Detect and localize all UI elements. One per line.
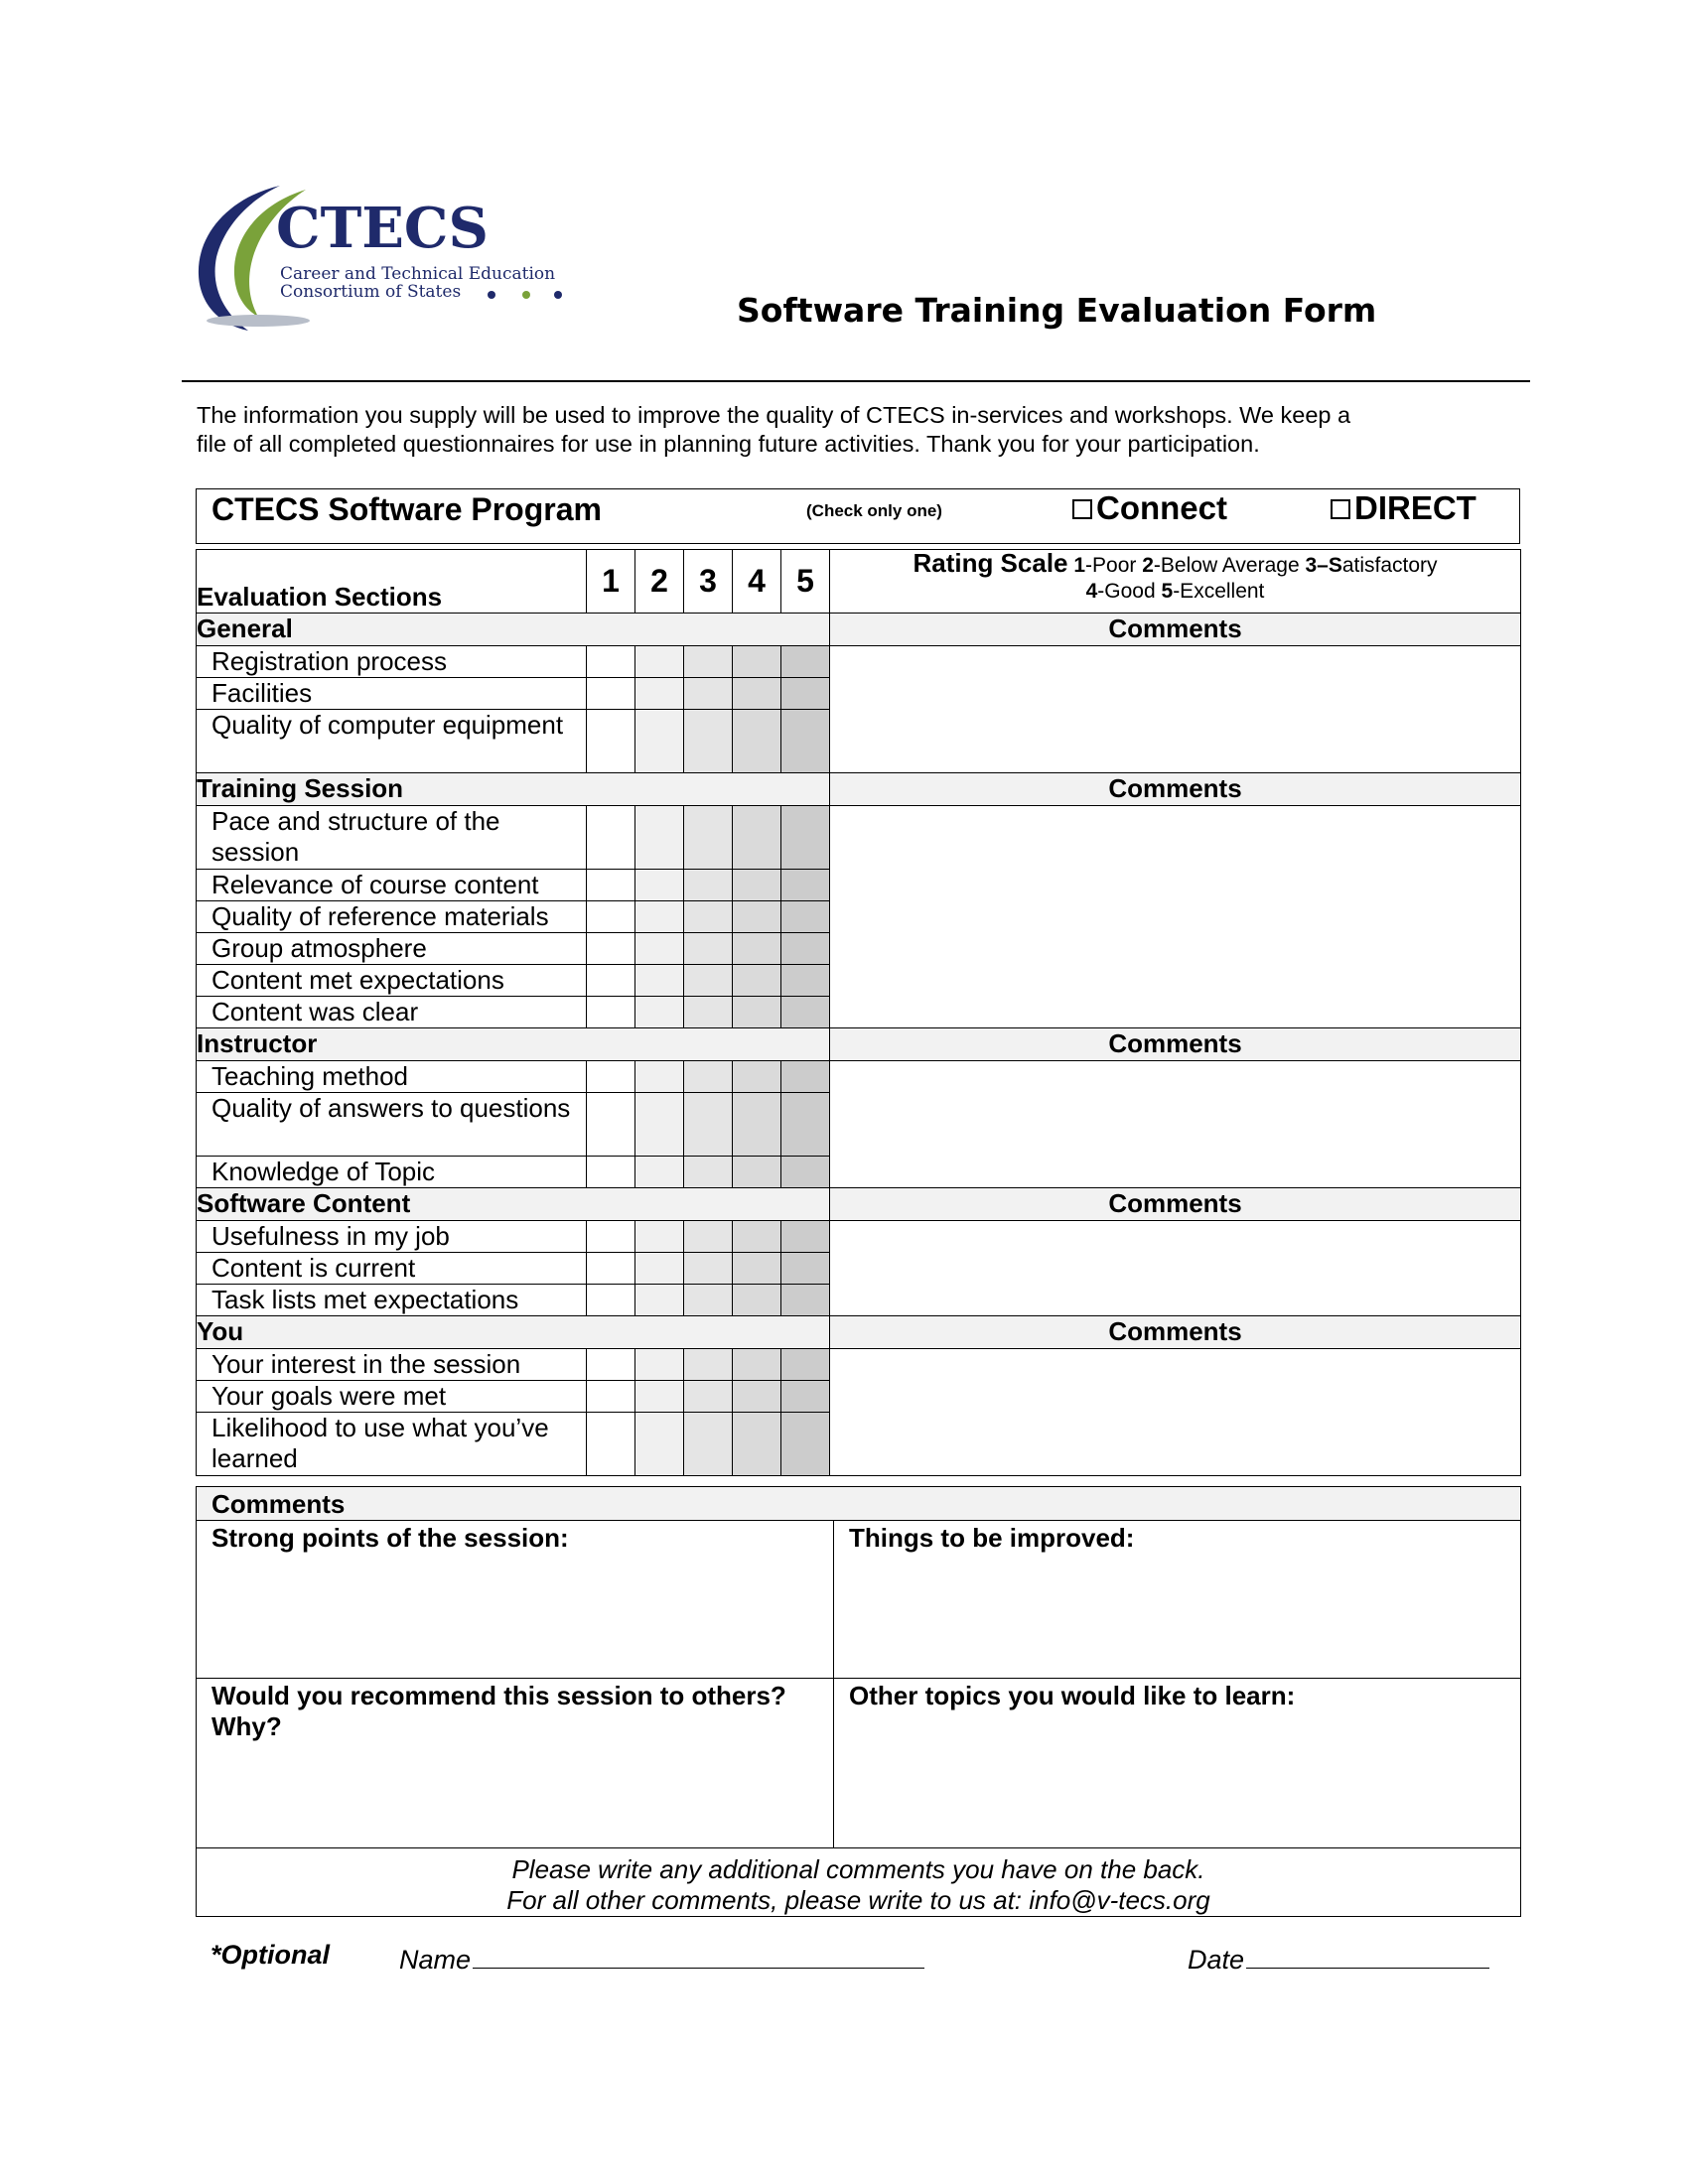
rating-cell-1[interactable]: [587, 806, 635, 870]
rating-cell-4[interactable]: [733, 1285, 781, 1316]
scale-2-num: 2: [1142, 554, 1154, 577]
section-comments-label: Comments: [830, 1316, 1521, 1349]
intro-line-1: The information you supply will be used to improve the quality of CTECS in-services and workshops. We keep a: [197, 402, 1351, 428]
rating-cell-3[interactable]: [684, 1221, 733, 1253]
rating-cell-2[interactable]: [635, 1093, 684, 1157]
rating-cell-4[interactable]: [733, 1061, 781, 1093]
rating-cell-5[interactable]: [781, 870, 830, 901]
rating-cell-5[interactable]: [781, 1381, 830, 1413]
rating-cell-5[interactable]: [781, 1093, 830, 1157]
rating-cell-2[interactable]: [635, 1285, 684, 1316]
rating-scale-label: Rating Scale: [913, 548, 1068, 578]
date-field[interactable]: [1188, 1940, 1489, 1976]
rating-cell-1[interactable]: [587, 1157, 635, 1188]
scale-3-num: 3–S: [1305, 554, 1342, 577]
strong-points-field[interactable]: Strong points of the session:: [197, 1521, 834, 1679]
evaluation-item-label: Quality of computer equipment: [197, 710, 587, 773]
scale-5-num: 5: [1161, 580, 1174, 603]
sections-header: Evaluation Sections: [197, 550, 587, 614]
evaluation-item-label: Teaching method: [197, 1061, 587, 1093]
table-row: [197, 1221, 1521, 1253]
rating-cell-2[interactable]: [635, 1253, 684, 1285]
rating-cell-1[interactable]: [587, 901, 635, 933]
option-direct-label: DIRECT: [1354, 489, 1477, 526]
rating-cell-4[interactable]: [733, 1093, 781, 1157]
evaluation-item-label: Quality of answers to questions: [197, 1093, 587, 1157]
rating-cell-5[interactable]: [781, 1253, 830, 1285]
rating-cell-2[interactable]: [635, 646, 684, 678]
rating-cell-2[interactable]: [635, 933, 684, 965]
rating-cell-4[interactable]: [733, 997, 781, 1028]
name-label: Name: [399, 1945, 472, 1975]
rating-cell-3[interactable]: [684, 933, 733, 965]
name-input-line[interactable]: [473, 1940, 924, 1969]
section-comment-field[interactable]: [830, 806, 1521, 1028]
section-title: You: [197, 1316, 830, 1349]
rating-cell-1[interactable]: [587, 678, 635, 710]
rating-cell-3[interactable]: [684, 806, 733, 870]
table-header-row: [197, 550, 1521, 614]
optional-label: *Optional: [211, 1940, 330, 1970]
rating-cell-2[interactable]: [635, 1381, 684, 1413]
rating-cell-5[interactable]: [781, 901, 830, 933]
date-input-line[interactable]: [1246, 1940, 1489, 1969]
rating-cell-5[interactable]: [781, 997, 830, 1028]
rating-cell-5[interactable]: [781, 806, 830, 870]
rating-cell-4[interactable]: [733, 806, 781, 870]
rating-cell-1[interactable]: [587, 1093, 635, 1157]
checkbox-icon[interactable]: [1331, 499, 1350, 519]
rating-cell-3[interactable]: [684, 965, 733, 997]
rating-cell-5[interactable]: [781, 678, 830, 710]
rating-cell-5[interactable]: [781, 933, 830, 965]
rating-cell-3[interactable]: [684, 1157, 733, 1188]
rating-header-4: 4: [733, 550, 781, 614]
ctecs-logo: [189, 184, 586, 333]
rating-cell-2[interactable]: [635, 997, 684, 1028]
scale-4-num: 4: [1085, 580, 1098, 603]
table-row: [197, 806, 1521, 870]
rating-cell-1[interactable]: [587, 997, 635, 1028]
other-topics-field[interactable]: Other topics you would like to learn:: [834, 1679, 1521, 1848]
rating-cell-1[interactable]: [587, 1349, 635, 1381]
logo-line2: Consortium of States: [280, 282, 462, 302]
rating-cell-4[interactable]: [733, 710, 781, 773]
rating-cell-3[interactable]: [684, 1381, 733, 1413]
rating-cell-4[interactable]: [733, 1157, 781, 1188]
section-comment-field[interactable]: [830, 1349, 1521, 1476]
rating-cell-2[interactable]: [635, 678, 684, 710]
rating-cell-5[interactable]: [781, 646, 830, 678]
rating-cell-3[interactable]: [684, 1061, 733, 1093]
rating-cell-5[interactable]: [781, 1061, 830, 1093]
section-comment-field[interactable]: [830, 646, 1521, 773]
table-row: [197, 1061, 1521, 1093]
rating-header-2: 2: [635, 550, 684, 614]
evaluation-table: [196, 549, 1521, 1476]
evaluation-item-label: Content met expectations: [197, 965, 587, 997]
evaluation-item-label: Pace and structure of the session: [197, 806, 587, 870]
section-comments-label: Comments: [830, 614, 1521, 646]
open-comments-table: [196, 1486, 1521, 1917]
rating-cell-1[interactable]: [587, 1221, 635, 1253]
scale-1-text: -Poor: [1085, 554, 1143, 577]
rating-cell-2[interactable]: [635, 1349, 684, 1381]
rating-cell-5[interactable]: [781, 1157, 830, 1188]
open-comments-title: Comments: [197, 1487, 1521, 1521]
rating-cell-3[interactable]: [684, 1413, 733, 1476]
rating-cell-4[interactable]: [733, 678, 781, 710]
rating-cell-1[interactable]: [587, 933, 635, 965]
rating-cell-3[interactable]: [684, 870, 733, 901]
scale-1-num: 1: [1073, 554, 1086, 577]
form-title: Software Training Evaluation Form: [737, 291, 1377, 330]
rating-cell-2[interactable]: [635, 1221, 684, 1253]
rating-cell-5[interactable]: [781, 1221, 830, 1253]
scale-3-text: atisfactory: [1341, 554, 1438, 577]
program-title: CTECS Software Program: [211, 491, 602, 527]
evaluation-item-label: Group atmosphere: [197, 933, 587, 965]
evaluation-item-label: Task lists met expectations: [197, 1285, 587, 1316]
rating-cell-4[interactable]: [733, 1349, 781, 1381]
rating-cell-1[interactable]: [587, 1413, 635, 1476]
logo-line1: Career and Technical Education: [280, 264, 556, 284]
rating-cell-2[interactable]: [635, 806, 684, 870]
rating-cell-3[interactable]: [684, 1349, 733, 1381]
scale-2-text: -Below Average: [1153, 554, 1306, 577]
footer-line-1: Please write any additional comments you have on the back.: [511, 1854, 1205, 1884]
table-row: [197, 1349, 1521, 1381]
rating-cell-4[interactable]: [733, 1221, 781, 1253]
section-comments-label: Comments: [830, 1028, 1521, 1061]
rating-header-3: 3: [684, 550, 733, 614]
rating-cell-5[interactable]: [781, 1285, 830, 1316]
rating-cell-3[interactable]: [684, 1253, 733, 1285]
rating-header-5: 5: [781, 550, 830, 614]
rating-cell-4[interactable]: [733, 870, 781, 901]
option-connect-label: Connect: [1096, 489, 1227, 526]
rating-cell-3[interactable]: [684, 646, 733, 678]
section-header-row: [197, 1028, 1521, 1061]
rating-cell-1[interactable]: [587, 1061, 635, 1093]
intro-line-2: file of all completed questionnaires for use in planning future activities. Thank you for your participation.: [197, 431, 1260, 457]
rating-cell-3[interactable]: [684, 1093, 733, 1157]
evaluation-item-label: Knowledge of Topic: [197, 1157, 587, 1188]
section-title: Software Content: [197, 1188, 830, 1221]
rating-cell-4[interactable]: [733, 965, 781, 997]
rating-cell-2[interactable]: [635, 870, 684, 901]
evaluation-item-label: Content is current: [197, 1253, 587, 1285]
intro-text: [197, 401, 1487, 459]
rating-cell-4[interactable]: [733, 1381, 781, 1413]
scale-4-text: -Good: [1097, 580, 1162, 603]
rating-cell-1[interactable]: [587, 710, 635, 773]
rating-cell-3[interactable]: [684, 1285, 733, 1316]
rating-cell-2[interactable]: [635, 1413, 684, 1476]
rating-cell-1[interactable]: [587, 1285, 635, 1316]
rating-header-1: 1: [587, 550, 635, 614]
section-comments-label: Comments: [830, 1188, 1521, 1221]
option-connect[interactable]: [1072, 489, 1227, 527]
section-comment-field[interactable]: [830, 1221, 1521, 1316]
evaluation-item-label: Relevance of course content: [197, 870, 587, 901]
evaluation-item-label: Registration process: [197, 646, 587, 678]
rating-cell-2[interactable]: [635, 965, 684, 997]
section-header-row: [197, 614, 1521, 646]
rating-cell-1[interactable]: [587, 1253, 635, 1285]
footer-line-2: For all other comments, please write to us at: info@v-tecs.org: [506, 1885, 1210, 1915]
program-selection: [196, 488, 1520, 544]
table-row: [197, 646, 1521, 678]
checkbox-icon[interactable]: [1072, 499, 1092, 519]
section-comments-label: Comments: [830, 773, 1521, 806]
footer-note: [197, 1848, 1521, 1917]
section-header-row: [197, 1188, 1521, 1221]
evaluation-item-label: Quality of reference materials: [197, 901, 587, 933]
rating-cell-4[interactable]: [733, 646, 781, 678]
evaluation-item-label: Likelihood to use what you’ve learned: [197, 1413, 587, 1476]
recommend-field[interactable]: Would you recommend this session to others? Why?: [197, 1679, 834, 1848]
evaluation-item-label: Content was clear: [197, 997, 587, 1028]
scale-5-text: -Excellent: [1173, 580, 1265, 603]
rating-cell-2[interactable]: [635, 710, 684, 773]
rating-cell-2[interactable]: [635, 1157, 684, 1188]
logo-name: CTECS: [276, 196, 489, 261]
name-field[interactable]: [399, 1940, 924, 1976]
rating-cell-3[interactable]: [684, 710, 733, 773]
section-header-row: [197, 1316, 1521, 1349]
evaluation-item-label: Your goals were met: [197, 1381, 587, 1413]
rating-cell-1[interactable]: [587, 646, 635, 678]
rating-cell-4[interactable]: [733, 933, 781, 965]
program-note: (Check only one): [806, 501, 942, 520]
rating-cell-4[interactable]: [733, 901, 781, 933]
rating-cell-5[interactable]: [781, 710, 830, 773]
open-comments-header: [197, 1487, 1521, 1521]
section-comment-field[interactable]: [830, 1061, 1521, 1188]
date-label: Date: [1188, 1945, 1245, 1975]
section-title: Instructor: [197, 1028, 830, 1061]
improvements-field[interactable]: Things to be improved:: [834, 1521, 1521, 1679]
rating-cell-5[interactable]: [781, 965, 830, 997]
section-header-row: [197, 773, 1521, 806]
rating-cell-5[interactable]: [781, 1413, 830, 1476]
rating-cell-4[interactable]: [733, 1413, 781, 1476]
rating-cell-1[interactable]: [587, 870, 635, 901]
option-direct[interactable]: [1331, 489, 1477, 527]
section-title: Training Session: [197, 773, 830, 806]
rating-cell-1[interactable]: [587, 965, 635, 997]
rating-cell-3[interactable]: [684, 678, 733, 710]
rating-scale: [830, 550, 1521, 614]
evaluation-item-label: Usefulness in my job: [197, 1221, 587, 1253]
rating-cell-1[interactable]: [587, 1381, 635, 1413]
rating-cell-2[interactable]: [635, 1061, 684, 1093]
evaluation-item-label: Your interest in the session: [197, 1349, 587, 1381]
rating-cell-3[interactable]: [684, 901, 733, 933]
rating-cell-2[interactable]: [635, 901, 684, 933]
section-title: General: [197, 614, 830, 646]
rating-cell-4[interactable]: [733, 1253, 781, 1285]
rating-cell-5[interactable]: [781, 1349, 830, 1381]
rating-cell-3[interactable]: [684, 997, 733, 1028]
header-divider: [182, 380, 1530, 382]
evaluation-item-label: Facilities: [197, 678, 587, 710]
